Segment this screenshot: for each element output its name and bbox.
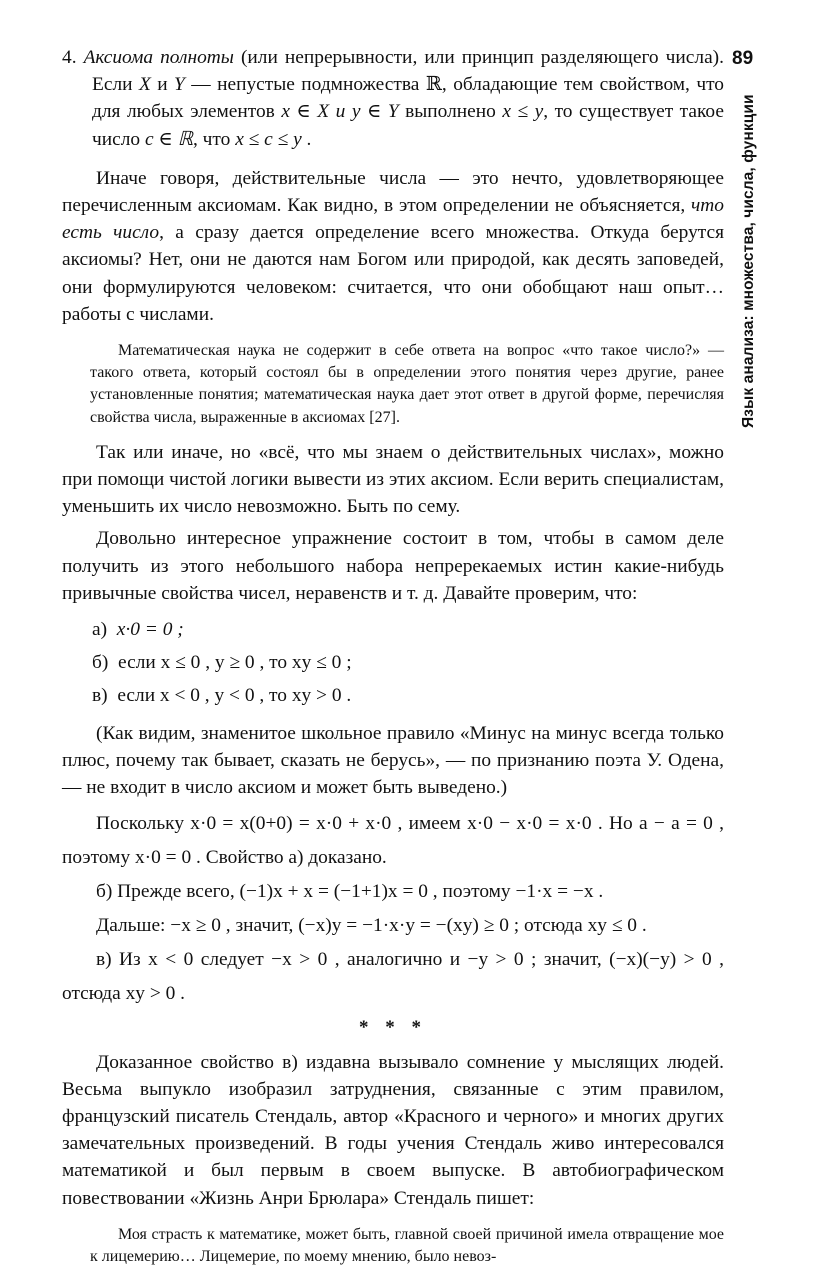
- axiom-text: и: [150, 74, 175, 96]
- paragraph-1: [62, 165, 724, 328]
- paragraph-5: Доказанное свойство в) издавна вызывало сомнение у мыслящих людей. Весьма выпукло изобразил затруднения, связанные с этим правилом, французский писатель Стендаль, автор «Красного и черного» и многих других замечательных произведений. В годы учения Стендаль живо интересовался математикой и был первым в своем выпуске. В автобиографическом повествовании «Жизнь Анри Брюлара» Стендаль пишет:: [62, 1051, 724, 1209]
- math-inequality: x ≤ y: [502, 101, 544, 123]
- list-text: если x ≤ 0 , y ≥ 0 , то xy ≤ 0 ;: [118, 652, 352, 674]
- axiom-title: Аксиома полноты: [83, 47, 234, 68]
- axiom-text: .: [301, 128, 312, 150]
- math-Y: Y: [174, 74, 185, 96]
- paragraph-4: (Как видим, знаменитое школьное правило «Минус на минус всегда только плюс, почему так бывает, сказать не берусь», — по признанию поэта У. Одена, — не входит в число аксиом и может быть выведено.): [62, 723, 724, 799]
- proof-b2: Дальше: −x ≥ 0 , значит, (−x)y = −1·x·y = −(xy) ≥ 0 ; отсюда xy ≤ 0 .: [96, 914, 647, 936]
- list-label: а): [92, 619, 108, 641]
- proof-c: в) Из x < 0 следует −x > 0 , аналогично и −y > 0 ; значит, (−x)(−y) > 0 , отсюда xy > 0 .: [62, 948, 724, 1004]
- list-text: если x < 0 , y < 0 , то xy > 0 .: [117, 685, 352, 707]
- section-divider: * * *: [359, 1016, 427, 1038]
- axiom-text: (или непрерывности, или принцип разделяющего числа). Если: [92, 47, 724, 96]
- axiom-text: выполнено: [398, 101, 503, 123]
- axiom-text: , то существует такое число: [92, 101, 724, 150]
- list-text: x·0 = 0 ;: [116, 619, 184, 641]
- quote-1: Математическая наука не содержит в себе ответа на вопрос «что такое число?» — такого ответа, который состоял бы в определении этого понятия через другие, ранее установленные понятия; математическая наука дает этот ответ в другой форме, перечисляя свойства числа, выраженные в аксиомах [27].: [90, 342, 724, 426]
- math-condition: x ∈ X и y ∈ Y: [281, 101, 399, 123]
- running-head-text: Язык анализа: множества, числа, функции: [740, 94, 757, 428]
- math-result: x ≤ c ≤ y: [235, 128, 302, 150]
- axiom-number: 4.: [62, 47, 77, 68]
- list-item: [92, 613, 724, 646]
- list-label: в): [92, 685, 108, 707]
- running-head: [738, 88, 762, 428]
- quote-2: Моя страсть к математике, может быть, главной своей причиной имела отвращение мое к лицемерию… Лицемерие, по моему мнению, было невоз-: [90, 1225, 724, 1266]
- paragraph-2: Так или иначе, но «всё, что мы знаем о действительных числах», можно при помощи чистой логики вывести из этих аксиом. Если верить специалистам, уменьшить их число невозможно. Быть по сему.: [62, 441, 724, 518]
- list-label: б): [92, 652, 109, 674]
- math-X: X: [138, 74, 151, 96]
- property-list: [62, 613, 724, 712]
- paragraph-text: Иначе говоря, действительные числа — это нечто, удовлетворяющее перечисленным аксиомам. Как видно, в этом определении не объясняется,: [62, 167, 724, 217]
- paragraph-3: Довольно интересное упражнение состоит в том, чтобы в самом деле получить из этого небольшого набора непререкаемых истин какие-нибудь привычные свойства чисел, неравенств и т. д. Давайте проверим, что:: [62, 528, 724, 604]
- emphasis: что есть число: [62, 195, 724, 244]
- page-number: 89: [732, 48, 754, 69]
- paragraph-text: , а сразу дается определение всего множества. Откуда берутся аксиомы? Нет, они не даются нам Богом или природой, как десять заповедей, они формулируются человеком: считается, что они обобщают наш опыт… работы с числами.: [62, 222, 725, 325]
- proof-a: Поскольку x·0 = x(0+0) = x·0 + x·0 , имеем x·0 − x·0 = x·0 . Но a − a = 0 , поэтому x·0 = 0 . Свойство а) доказано.: [62, 812, 724, 868]
- axiom-text: , что: [192, 128, 236, 150]
- axiom-4: [62, 44, 724, 153]
- math-c: c ∈ ℝ: [144, 128, 193, 150]
- axiom-text: — непустые подмножества ℝ, обладающие тем свойством, что для любых элементов: [92, 74, 724, 123]
- page-body: [62, 44, 724, 1268]
- list-item: [92, 646, 724, 679]
- list-item: [92, 679, 724, 712]
- proof-b1: б) Прежде всего, (−1)x + x = (−1+1)x = 0 , поэтому −1·x = −x .: [96, 880, 604, 902]
